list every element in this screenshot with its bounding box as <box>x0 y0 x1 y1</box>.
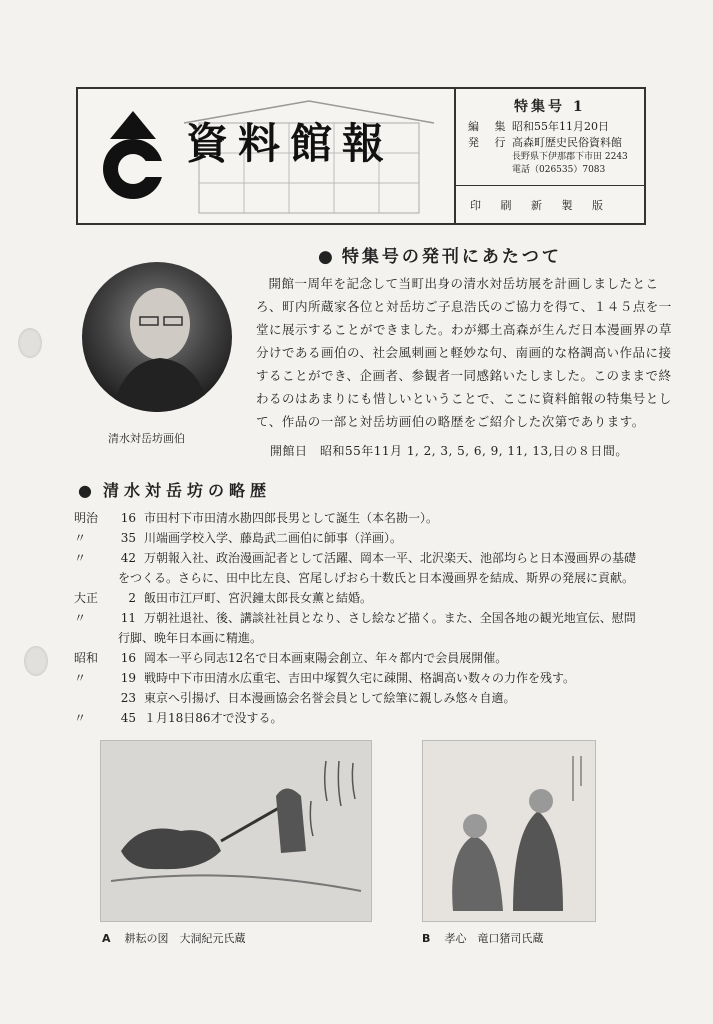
bio-entry: 〃 19 戦時中下市田清水広重宅、吉田中塚賀久宅に疎開、格調高い数々の力作を残す。 <box>74 671 576 685</box>
bio-entry-continued: 行脚、晩年日本画に精進。 <box>118 631 263 645</box>
punch-hole-bottom <box>24 646 48 676</box>
masthead-title: 資料館報 <box>186 119 395 168</box>
intro-paragraph: 開館一周年を記念して当町出身の清水対岳坊展を計画しましたところ、町内所蔵家各位と対岳坊ご子息浩氏のご協力を得て、１４５点を一堂に展示することができました。わが郷土高森が生んだ日本漫画界の草分けである画伯の、社会風刺画と軽妙な句、南画的な格調高い作品に接することができ、企画者、参観者一同感銘いたしました。このままで終わるのはあまりにも惜しいということで、ここに資料館報の特集号として、作品の一部と対岳坊画伯の略歴をご紹介した次第であります。 <box>256 276 673 429</box>
figure-b-filial-piety-painting <box>422 740 596 922</box>
punch-hole-top <box>18 328 42 358</box>
edit-value: 昭和55年11月20日 <box>512 120 609 133</box>
figure-b-caption: B 孝心 竜口猪司氏蔵 <box>422 932 544 945</box>
bio-entry: 明治 16 市田村下市田清水勘四郎長男として誕生（本名勘一）。 <box>74 511 439 525</box>
masthead-box <box>76 87 646 225</box>
plowing-illustration <box>101 741 371 921</box>
publish-label: 発 行 <box>468 136 512 149</box>
opening-dates: 開館日 昭和55年11月 1, 2, 3, 5, 6, 9, 11, 13,日の８日間。 <box>270 444 628 458</box>
bio-entry-continued: をつくる。さらに、田中比左良、宮尾しげおら十数氏と日本漫画界を結成、斯界の発展に貢献。 <box>118 571 635 585</box>
figure-a-caption: A 耕耘の図 大洞紀元氏蔵 <box>102 932 246 945</box>
bio-entry: 〃 45 １月18日86才で没する。 <box>74 711 283 725</box>
header-rule <box>456 185 644 186</box>
bio-heading: ● 清水対岳坊の略歴 <box>78 481 271 500</box>
issue-info <box>468 99 628 177</box>
bio-entry: 〃 11 万朝社退社、後、講談社社員となり、さし絵など描く。また、全国各地の観光地宣伝、慰問 <box>74 611 636 625</box>
bio-entry: 23 東京へ引揚げ、日本漫画協会名誉会員として絵筆に親しみ悠々自適。 <box>120 691 516 705</box>
publish-row <box>468 135 628 151</box>
header-divider <box>454 89 456 223</box>
bio-entry: 昭和 16 岡本一平ら同志12名で日本画東陽会創立、年々都内で会員展開催。 <box>74 651 508 665</box>
two-figures-illustration <box>423 741 595 921</box>
edit-label: 編 集 <box>468 120 512 133</box>
publish-value: 高森町歴史民俗資料館 <box>512 136 622 149</box>
figure-a-plowing-painting <box>100 740 372 922</box>
portrait-photo <box>82 262 232 412</box>
printer-credit: 印 刷 新 製 版 <box>470 199 611 212</box>
intro-heading: ● 特集号の発刊にあたつて <box>318 247 562 267</box>
issue-title: 特集号 1 <box>514 99 586 115</box>
portrait-caption: 清水対岳坊画伯 <box>108 432 185 445</box>
bio-entry: 大正 2 飯田市江戸町、宮沢鐘太郎長女薫と結婚。 <box>74 591 373 605</box>
bio-entry: 〃 42 万朝報入社、政治漫画記者として活躍、岡本一平、北沢楽天、池部均らと日本漫画界の基礎 <box>74 551 637 565</box>
address: 長野県下伊那郡下市田 2243 <box>512 152 628 162</box>
bio-entry: 〃 35 川端画学校入学、藤島武二画伯に師事（洋画）。 <box>74 531 403 545</box>
phone: 電話（026535）7083 <box>512 165 606 175</box>
portrait-figure <box>82 262 232 412</box>
bio-list <box>74 508 684 728</box>
edit-row <box>468 119 628 135</box>
town-emblem-logo <box>98 109 168 204</box>
